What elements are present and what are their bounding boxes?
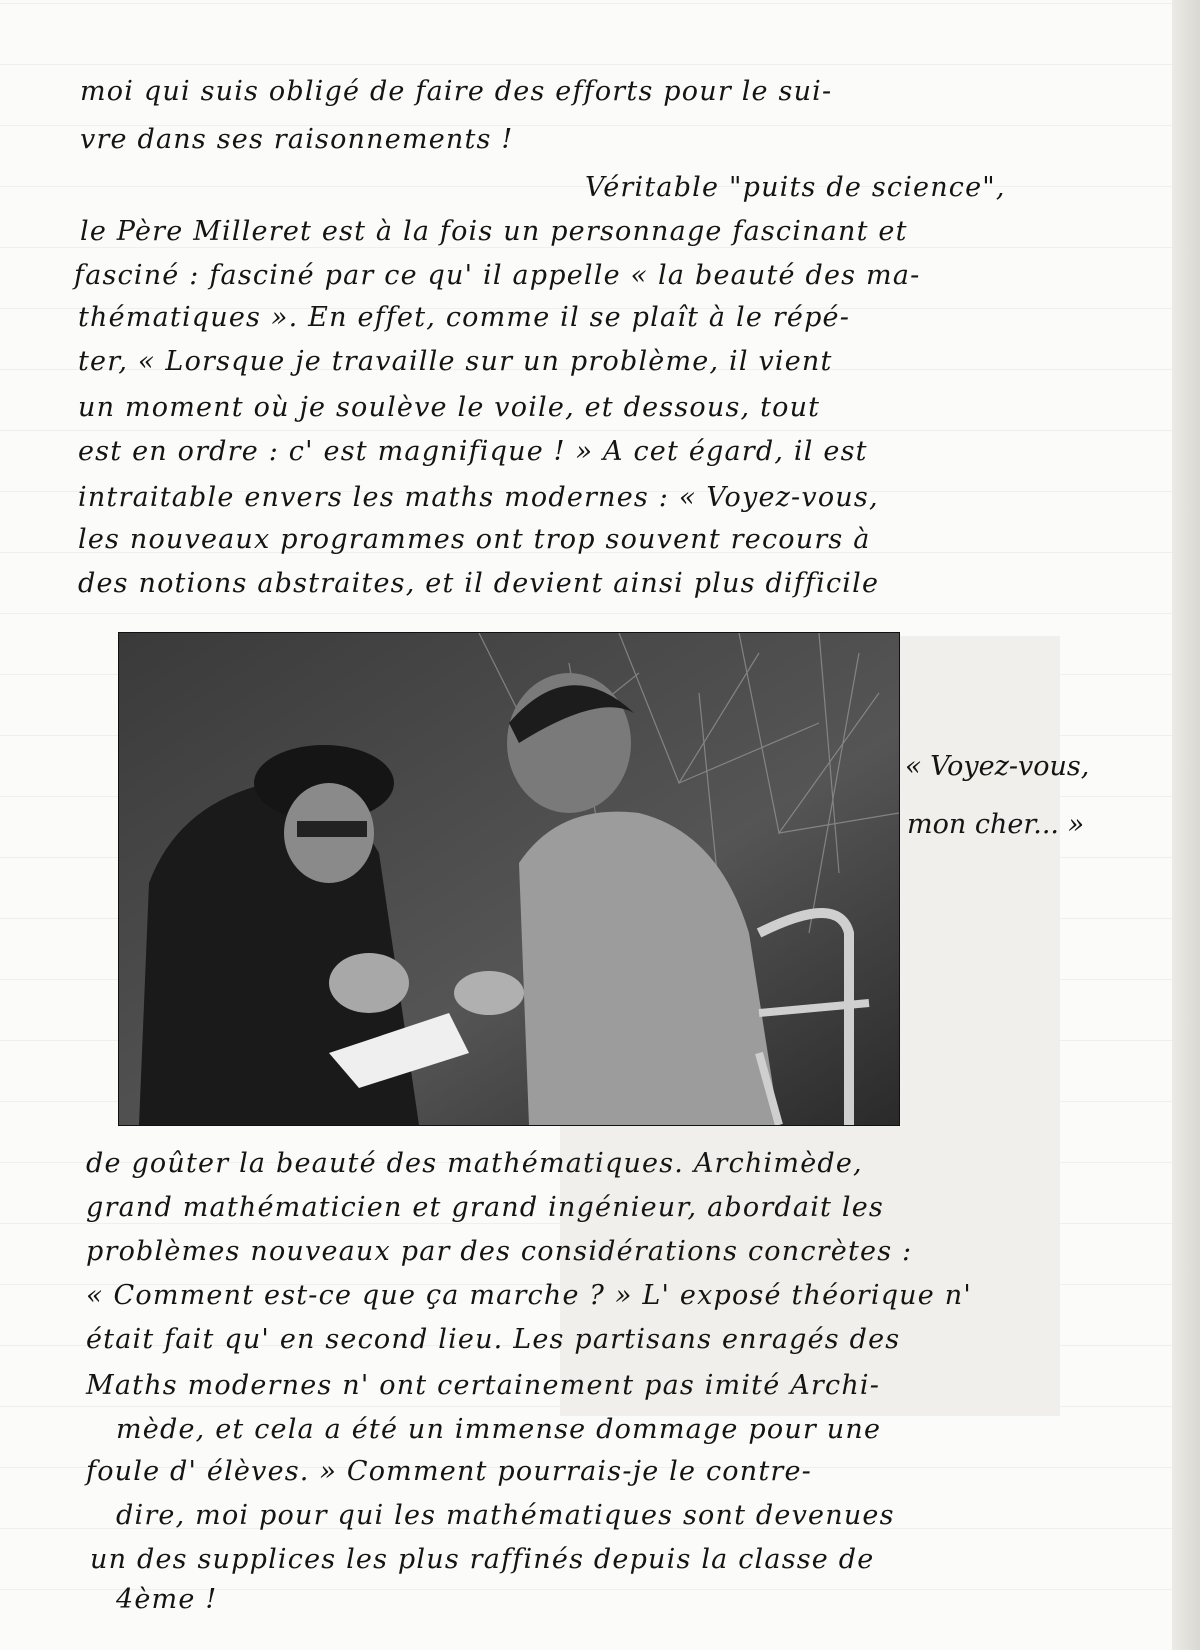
text-line: vre dans ses raisonnements ! (80, 124, 514, 155)
text-line: Maths modernes n' ont certainement pas imité Archi- (86, 1370, 881, 1401)
text-line: 4ème ! (116, 1584, 218, 1615)
caption-line: mon cher... » (907, 809, 1085, 840)
text-line: problèmes nouveaux par des considérations concrètes : (86, 1236, 913, 1267)
text-line: Véritable "puits de science", (585, 172, 1006, 203)
text-line: les nouveaux programmes ont trop souvent recours à (78, 524, 871, 555)
text-line: grand mathématicien et grand ingénieur, abordait les (86, 1192, 884, 1223)
handwritten-text-bottom (70, 1150, 1120, 1620)
text-line: un moment où je soulève le voile, et dessous, tout (78, 392, 821, 423)
caption-line: « Voyez-vous, (905, 751, 1090, 782)
text-line: des notions abstraites, et il devient ainsi plus difficile (78, 568, 880, 599)
photo-caption (905, 738, 1089, 854)
text-line: était fait qu' en second lieu. Les partisans enragés des (86, 1324, 901, 1355)
text-line: fasciné : fasciné par ce qu' il appelle « la beauté des ma- (74, 260, 921, 291)
photograph (118, 632, 900, 1126)
text-line: de goûter la beauté des mathématiques. Archimède, (86, 1148, 863, 1179)
text-line: ter, « Lorsque je travaille sur un problème, il vient (78, 346, 833, 377)
text-line: est en ordre : c' est magnifique ! » A cet égard, il est (78, 436, 868, 467)
photo-illustration (119, 633, 899, 1125)
text-line: mède, et cela a été un immense dommage pour une (116, 1414, 882, 1445)
text-line: foule d' élèves. » Comment pourrais-je le contre- (86, 1456, 812, 1487)
text-line: intraitable envers les maths modernes : « Voyez-vous, (78, 482, 879, 513)
text-line: « Comment est-ce que ça marche ? » L' exposé théorique n' (86, 1280, 972, 1311)
text-line: thématiques ». En effet, comme il se plaît à le répé- (78, 302, 851, 333)
text-line: le Père Milleret est à la fois un personnage fascinant et (80, 216, 908, 247)
handwritten-text-top (70, 78, 1120, 608)
text-line: un des supplices les plus raffinés depuis la classe de (90, 1544, 875, 1575)
text-line: dire, moi pour qui les mathématiques sont devenues (116, 1500, 895, 1531)
page-edge (1172, 0, 1200, 1650)
text-line: moi qui suis obligé de faire des efforts pour le sui- (80, 76, 833, 107)
